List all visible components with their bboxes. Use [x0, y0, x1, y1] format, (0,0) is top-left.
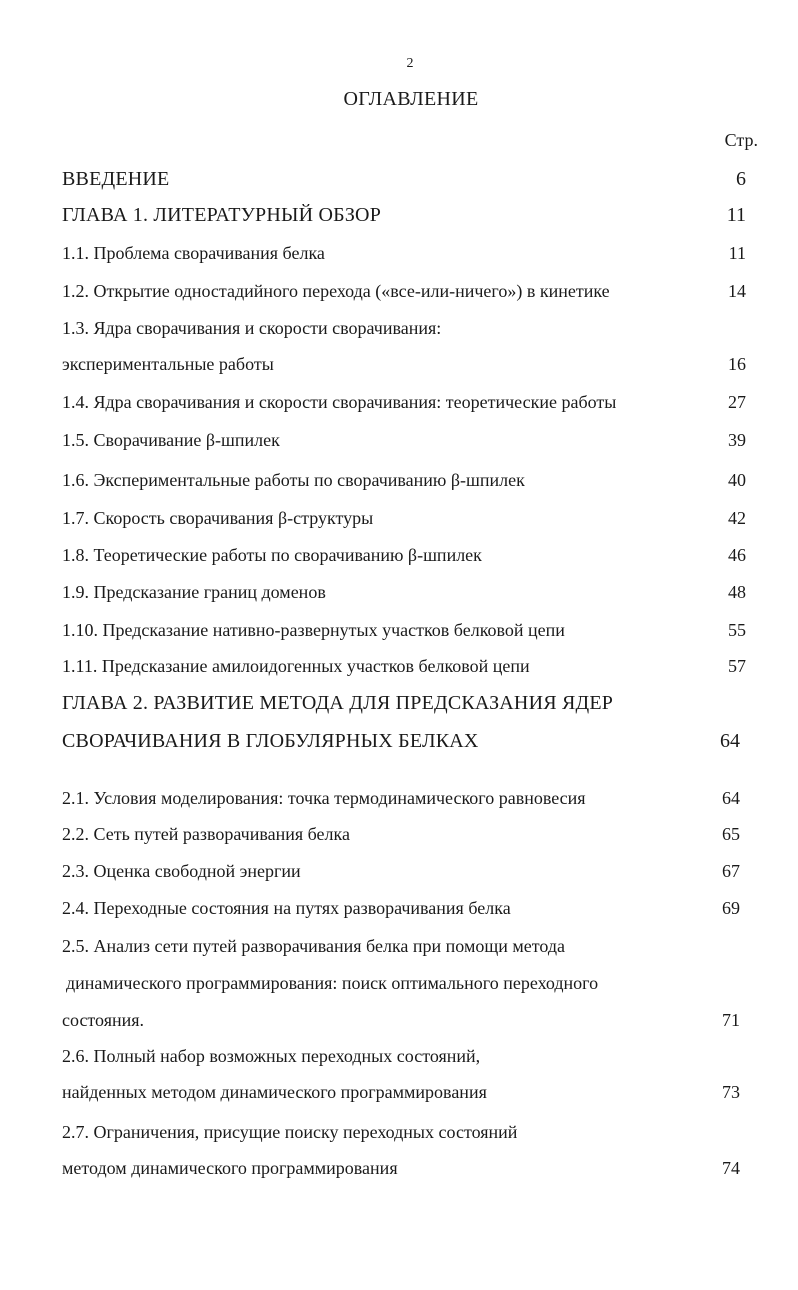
- toc-page: 39: [728, 430, 746, 450]
- toc-page: 55: [728, 620, 746, 640]
- toc-page: 67: [722, 861, 740, 881]
- toc-page: 11: [726, 204, 746, 226]
- toc-page: 16: [728, 354, 746, 374]
- toc-line: 2.3. Оценка свободной энергии: [62, 861, 301, 881]
- toc-line: 1.4. Ядра сворачивания и скорости сворачивания: теоретические работы: [62, 392, 617, 412]
- toc-line: 1.8. Теоретические работы по сворачиванию β-шпилек: [62, 545, 482, 565]
- toc-line: динамического программирования: поиск оптимального переходного: [66, 973, 599, 993]
- toc-page: 6: [736, 168, 746, 190]
- toc-line: 2.4. Переходные состояния на путях разворачивания белка: [62, 898, 511, 918]
- toc-page: 46: [728, 545, 746, 565]
- toc-page: 48: [728, 582, 746, 602]
- toc-line: 1.11. Предсказание амилоидогенных участков белковой цепи: [62, 656, 530, 676]
- toc-page: 69: [722, 898, 740, 918]
- toc-page: 11: [728, 243, 746, 263]
- toc-line: найденных методом динамического программирования: [62, 1082, 487, 1102]
- toc-line: 1.9. Предсказание границ доменов: [62, 582, 326, 602]
- toc-page: 64: [720, 730, 740, 752]
- toc-line: СВОРАЧИВАНИЯ В ГЛОБУЛЯРНЫХ БЕЛКАХ: [62, 730, 479, 752]
- page-column-header: Стр.: [724, 130, 758, 150]
- toc-line: 1.2. Открытие одностадийного перехода («все-или-ничего») в кинетике: [62, 281, 610, 301]
- toc-line: экспериментальные работы: [62, 354, 274, 374]
- toc-line: 2.5. Анализ сети путей разворачивания белка при помощи метода: [62, 936, 565, 956]
- toc-line: ГЛАВА 1. ЛИТЕРАТУРНЫЙ ОБЗОР: [62, 204, 382, 226]
- toc-line: 2.2. Сеть путей разворачивания белка: [62, 824, 350, 844]
- toc-page: 73: [722, 1082, 740, 1102]
- toc-line: 1.10. Предсказание нативно-развернутых участков белковой цепи: [62, 620, 565, 640]
- toc-line: 1.6. Экспериментальные работы по сворачиванию β-шпилек: [62, 470, 525, 490]
- toc-line: методом динамического программирования: [62, 1158, 398, 1178]
- toc-page: 14: [728, 281, 746, 301]
- toc-page: 64: [722, 788, 740, 808]
- toc-page: 42: [728, 508, 746, 528]
- toc-line: 1.7. Скорость сворачивания β-структуры: [62, 508, 374, 528]
- toc-line: 1.5. Сворачивание β-шпилек: [62, 430, 280, 450]
- toc-line: ВВЕДЕНИЕ: [62, 168, 170, 190]
- toc-line: 1.3. Ядра сворачивания и скорости сворачивания:: [62, 318, 442, 338]
- toc-line: ГЛАВА 2. РАЗВИТИЕ МЕТОДА ДЛЯ ПРЕДСКАЗАНИЯ ЯДЕР: [62, 692, 614, 714]
- toc-page: 40: [728, 470, 746, 490]
- toc-line: состояния.: [62, 1010, 145, 1030]
- toc-page: 65: [722, 824, 740, 844]
- toc-line: 2.1. Условия моделирования: точка термодинамического равновесия: [62, 788, 586, 808]
- page-title: ОГЛАВЛЕНИЕ: [343, 88, 479, 110]
- toc-line: 2.7. Ограничения, присущие поиску переходных состояний: [62, 1122, 518, 1142]
- page-number: 2: [406, 56, 414, 71]
- toc-line: 2.6. Полный набор возможных переходных состояний,: [62, 1046, 481, 1066]
- toc-page: 57: [728, 656, 746, 676]
- toc-page: 71: [722, 1010, 740, 1030]
- toc-page: 74: [722, 1158, 740, 1178]
- toc-page: 27: [728, 392, 746, 412]
- toc-line: 1.1. Проблема сворачивания белка: [62, 243, 325, 263]
